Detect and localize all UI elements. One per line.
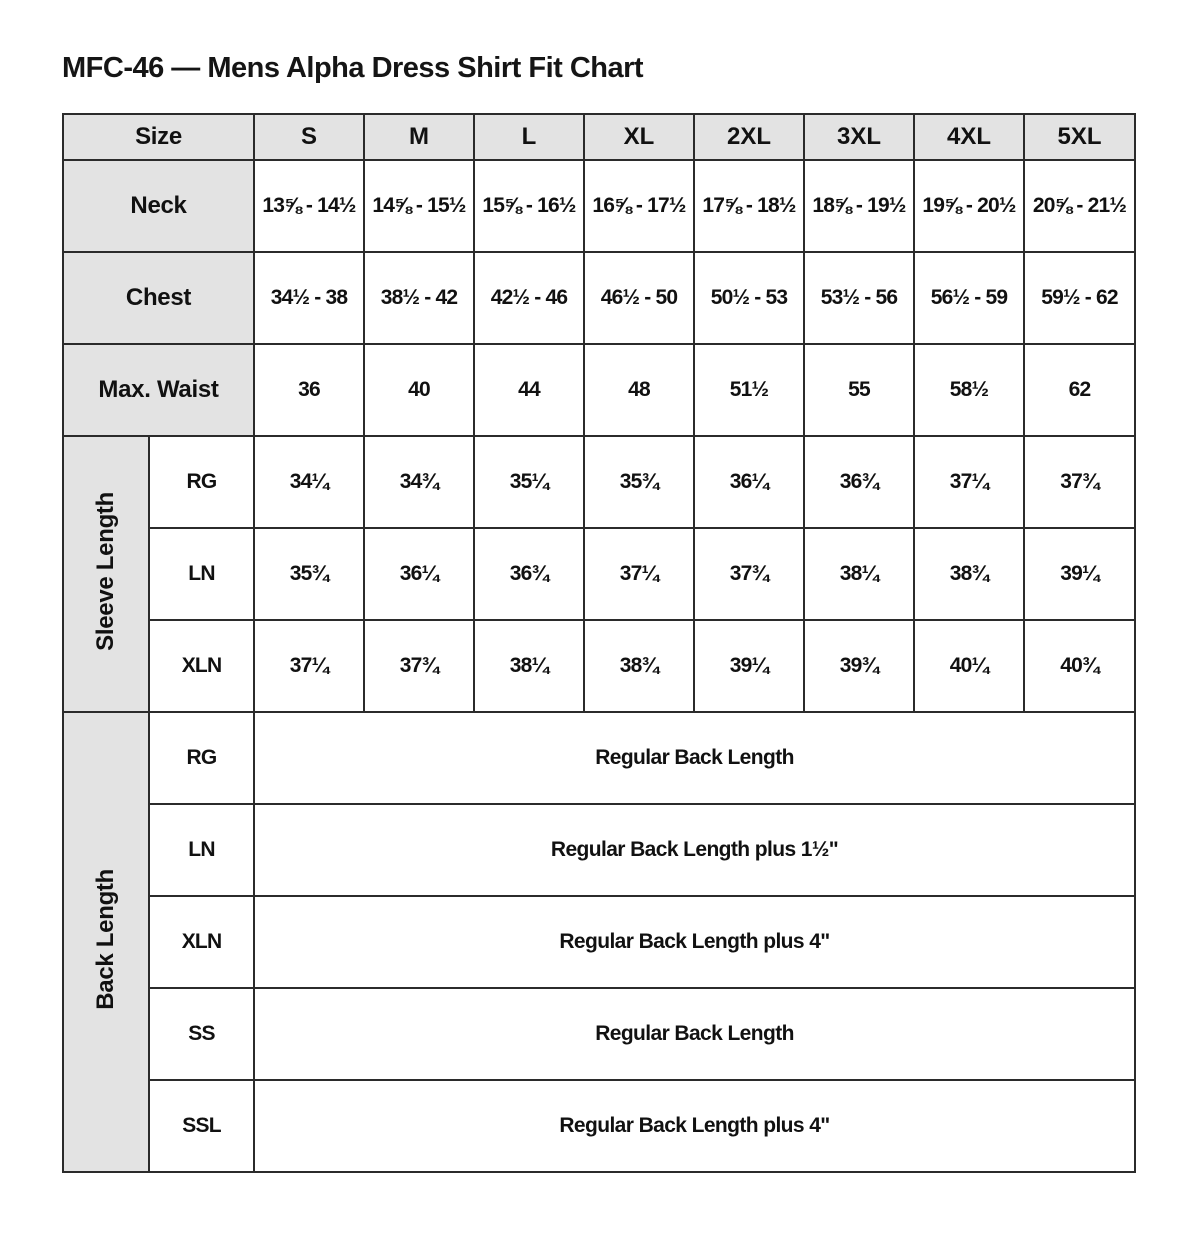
max-waist-value-cell: 44	[474, 344, 584, 436]
sleeve-rg-value-cell: 34¾	[364, 436, 474, 528]
sleeve-length-label: Sleeve Length	[92, 492, 119, 651]
size-label-cell: Size	[63, 114, 254, 160]
chest-label-cell: Chest	[63, 252, 254, 344]
sleeve-rg-value-cell: 37¼	[914, 436, 1024, 528]
neck-value-cell: 19⅝ - 20½	[914, 160, 1024, 252]
sleeve-ln-row	[63, 528, 1135, 620]
back-rg-code-cell: RG	[149, 712, 254, 804]
sleeve-ln-value-cell: 38¼	[804, 528, 914, 620]
chest-value-cell: 59½ - 62	[1024, 252, 1135, 344]
back-ln-row	[63, 804, 1135, 896]
max-waist-value-cell: 62	[1024, 344, 1135, 436]
fit-chart-table	[62, 113, 1136, 1173]
sleeve-xln-value-cell: 37¾	[364, 620, 474, 712]
back-ss-row	[63, 988, 1135, 1080]
back-ssl-row	[63, 1080, 1135, 1172]
sleeve-ln-value-cell: 37¼	[584, 528, 694, 620]
neck-value-cell: 16⅝ - 17½	[584, 160, 694, 252]
chest-value-cell: 56½ - 59	[914, 252, 1024, 344]
neck-value-cell: 18⅝ - 19½	[804, 160, 914, 252]
sleeve-xln-value-cell: 39¾	[804, 620, 914, 712]
chest-row	[63, 252, 1135, 344]
neck-row	[63, 160, 1135, 252]
back-ssl-text-cell: Regular Back Length plus 4"	[254, 1080, 1135, 1172]
back-ssl-code-cell: SSL	[149, 1080, 254, 1172]
back-length-label: Back Length	[92, 869, 119, 1010]
size-col-s: S	[254, 114, 364, 160]
back-rg-row	[63, 712, 1135, 804]
size-col-m: M	[364, 114, 474, 160]
sleeve-rg-value-cell: 37¾	[1024, 436, 1135, 528]
max-waist-value-cell: 36	[254, 344, 364, 436]
max-waist-value-cell: 58½	[914, 344, 1024, 436]
neck-value-cell: 20⅝ - 21½	[1024, 160, 1135, 252]
neck-value-cell: 13⅝ - 14½	[254, 160, 364, 252]
sleeve-rg-row	[63, 436, 1135, 528]
neck-label-cell: Neck	[63, 160, 254, 252]
size-col-5xl: 5XL	[1024, 114, 1135, 160]
sleeve-ln-value-cell: 36¼	[364, 528, 474, 620]
back-xln-text-cell: Regular Back Length plus 4"	[254, 896, 1135, 988]
sleeve-rg-code-cell: RG	[149, 436, 254, 528]
neck-value-cell: 14⅝ - 15½	[364, 160, 474, 252]
sleeve-rg-value-cell: 35¼	[474, 436, 584, 528]
sleeve-xln-value-cell: 40¼	[914, 620, 1024, 712]
sleeve-rg-value-cell: 35¾	[584, 436, 694, 528]
back-rg-text-cell: Regular Back Length	[254, 712, 1135, 804]
chest-value-cell: 46½ - 50	[584, 252, 694, 344]
sleeve-rg-value-cell: 34¼	[254, 436, 364, 528]
chest-value-cell: 50½ - 53	[694, 252, 804, 344]
back-ln-text-cell: Regular Back Length plus 1½"	[254, 804, 1135, 896]
sleeve-ln-value-cell: 39¼	[1024, 528, 1135, 620]
sleeve-xln-value-cell: 37¼	[254, 620, 364, 712]
size-col-3xl: 3XL	[804, 114, 914, 160]
sleeve-xln-value-cell: 38¾	[584, 620, 694, 712]
size-col-l: L	[474, 114, 584, 160]
page-title: MFC-46 — Mens Alpha Dress Shirt Fit Chart	[62, 52, 644, 84]
sleeve-xln-value-cell: 40¾	[1024, 620, 1135, 712]
sleeve-ln-value-cell: 38¾	[914, 528, 1024, 620]
max-waist-label-cell: Max. Waist	[63, 344, 254, 436]
max-waist-value-cell: 48	[584, 344, 694, 436]
max-waist-row	[63, 344, 1135, 436]
neck-value-cell: 15⅝ - 16½	[474, 160, 584, 252]
chest-value-cell: 34½ - 38	[254, 252, 364, 344]
size-col-xl: XL	[584, 114, 694, 160]
sleeve-rg-value-cell: 36¾	[804, 436, 914, 528]
max-waist-value-cell: 55	[804, 344, 914, 436]
back-ss-code-cell: SS	[149, 988, 254, 1080]
sleeve-rg-value-cell: 36¼	[694, 436, 804, 528]
size-col-4xl: 4XL	[914, 114, 1024, 160]
sleeve-ln-value-cell: 36¾	[474, 528, 584, 620]
sleeve-xln-value-cell: 39¼	[694, 620, 804, 712]
sleeve-ln-value-cell: 35¾	[254, 528, 364, 620]
back-ss-text-cell: Regular Back Length	[254, 988, 1135, 1080]
back-xln-row	[63, 896, 1135, 988]
neck-value-cell: 17⅝ - 18½	[694, 160, 804, 252]
sleeve-xln-code-cell: XLN	[149, 620, 254, 712]
sleeve-length-label-cell	[63, 436, 149, 712]
chest-value-cell: 38½ - 42	[364, 252, 474, 344]
back-length-label-cell	[63, 712, 149, 1172]
sleeve-ln-value-cell: 37¾	[694, 528, 804, 620]
sleeve-ln-code-cell: LN	[149, 528, 254, 620]
max-waist-value-cell: 51½	[694, 344, 804, 436]
back-xln-code-cell: XLN	[149, 896, 254, 988]
sleeve-xln-row	[63, 620, 1135, 712]
size-col-2xl: 2XL	[694, 114, 804, 160]
sleeve-xln-value-cell: 38¼	[474, 620, 584, 712]
size-header-row	[63, 114, 1135, 160]
back-ln-code-cell: LN	[149, 804, 254, 896]
chest-value-cell: 42½ - 46	[474, 252, 584, 344]
chest-value-cell: 53½ - 56	[804, 252, 914, 344]
max-waist-value-cell: 40	[364, 344, 474, 436]
